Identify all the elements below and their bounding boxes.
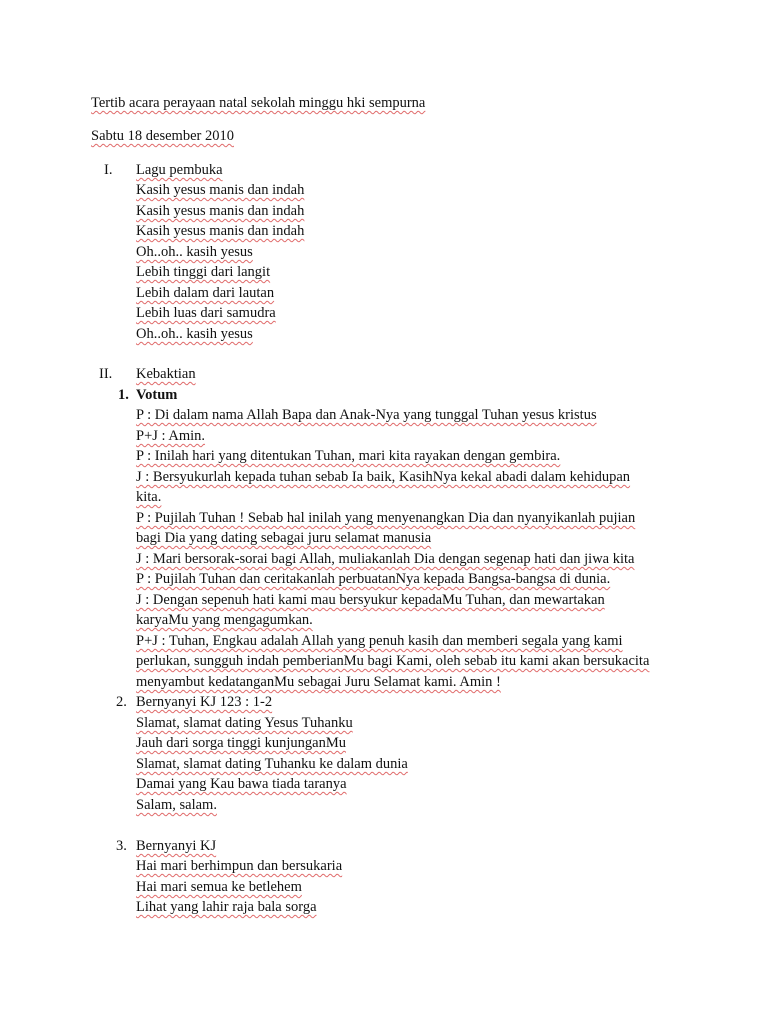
liturgy-line: perlukan, sungguh indah pemberianMu bagi Kami, oleh sebab itu kami akan bersukacita bbox=[136, 653, 650, 669]
item-heading: Votum bbox=[136, 387, 178, 403]
liturgy-line: kita. bbox=[136, 489, 162, 505]
liturgy-line: P+J : Amin. bbox=[136, 428, 206, 444]
lyric-line: Hai mari semua ke betlehem bbox=[136, 879, 302, 895]
lyric-line: Lihat yang lahir raja bala sorga bbox=[136, 899, 317, 915]
lyric-line: Damai yang Kau bawa tiada taranya bbox=[136, 776, 347, 792]
lyric-line: Kasih yesus manis dan indah bbox=[136, 203, 305, 219]
section-heading: Kebaktian bbox=[136, 366, 196, 382]
item-number: 2. bbox=[116, 694, 127, 710]
liturgy-line: menyambut kedatanganMu sebagai Juru Selamat kami. Amin ! bbox=[136, 674, 501, 690]
item-heading: Bernyanyi KJ 123 : 1-2 bbox=[136, 694, 273, 710]
document-date: Sabtu 18 desember 2010 bbox=[91, 128, 234, 144]
item-heading: Bernyanyi KJ bbox=[136, 838, 217, 854]
lyric-line: Jauh dari sorga tinggi kunjunganMu bbox=[136, 735, 346, 751]
liturgy-line: J : Mari bersorak-sorai bagi Allah, muliakanlah Dia dengan segenap hati dan jiwa kita bbox=[136, 551, 635, 567]
liturgy-line: J : Dengan sepenuh hati kami mau bersyukur kepadaMu Tuhan, dan mewartakan bbox=[136, 592, 605, 608]
lyric-line: Kasih yesus manis dan indah bbox=[136, 223, 305, 239]
liturgy-line: P : Inilah hari yang ditentukan Tuhan, mari kita rayakan dengan gembira. bbox=[136, 448, 561, 464]
liturgy-line: bagi Dia yang dating sebagai juru selamat manusia bbox=[136, 530, 432, 546]
liturgy-line: P+J : Tuhan, Engkau adalah Allah yang penuh kasih dan memberi segala yang kami bbox=[136, 633, 623, 649]
lyric-line: Lebih tinggi dari langit bbox=[136, 264, 271, 280]
lyric-line: Slamat, slamat dating Tuhanku ke dalam dunia bbox=[136, 756, 408, 772]
lyric-line: Lebih dalam dari lautan bbox=[136, 285, 275, 301]
liturgy-line: karyaMu yang mengagumkan. bbox=[136, 612, 313, 628]
section-numeral: I. bbox=[104, 162, 113, 178]
lyric-line: Oh..oh.. kasih yesus bbox=[136, 244, 253, 260]
section-heading: Lagu pembuka bbox=[136, 162, 223, 178]
liturgy-line: P : Pujilah Tuhan dan ceritakanlah perbuatanNya kepada Bangsa-bangsa di dunia. bbox=[136, 571, 611, 587]
liturgy-line: J : Bersyukurlah kepada tuhan sebab Ia baik, KasihNya kekal abadi dalam kehidupan bbox=[136, 469, 631, 485]
lyric-line: Hai mari berhimpun dan bersukaria bbox=[136, 858, 343, 874]
lyric-line: Lebih luas dari samudra bbox=[136, 305, 276, 321]
lyric-line: Oh..oh.. kasih yesus bbox=[136, 326, 253, 342]
lyric-line: Slamat, slamat dating Yesus Tuhanku bbox=[136, 715, 353, 731]
liturgy-line: P : Di dalam nama Allah Bapa dan Anak-Nya yang tunggal Tuhan yesus kristus bbox=[136, 407, 597, 423]
document-title: Tertib acara perayaan natal sekolah minggu hki sempurna bbox=[91, 95, 426, 111]
section-numeral: II. bbox=[99, 366, 113, 382]
liturgy-line: P : Pujilah Tuhan ! Sebab hal inilah yang menyenangkan Dia dan nyanyikanlah pujian bbox=[136, 510, 636, 526]
item-number: 1. bbox=[118, 387, 129, 403]
lyric-line: Salam, salam. bbox=[136, 797, 217, 813]
lyric-line: Kasih yesus manis dan indah bbox=[136, 182, 305, 198]
item-number: 3. bbox=[116, 838, 127, 854]
